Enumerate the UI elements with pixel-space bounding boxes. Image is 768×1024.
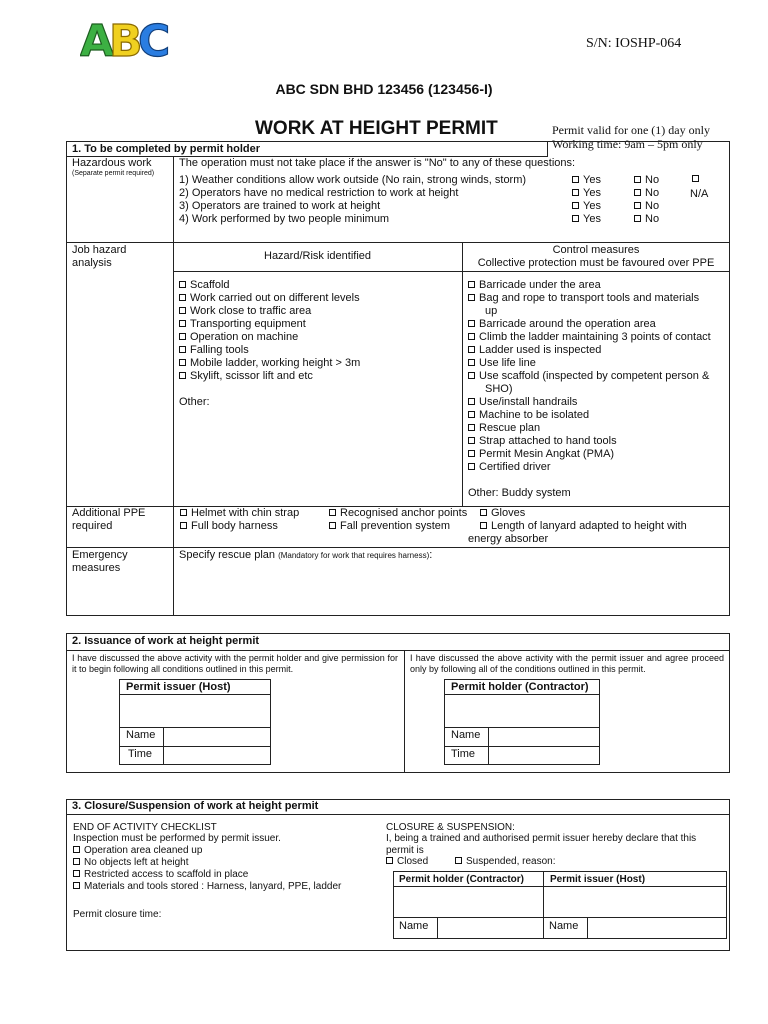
ppe-label: Additional PPE required — [72, 507, 146, 532]
control-list — [468, 279, 711, 500]
checkbox[interactable] — [572, 202, 579, 209]
svg-text:B: B — [109, 16, 143, 60]
hazardous-work-label: Hazardous work — [72, 157, 152, 169]
question-1: 1) Weather conditions allow work outside (No rain, strong winds, storm) — [179, 174, 527, 186]
checkbox[interactable] — [73, 870, 80, 877]
checkbox[interactable] — [180, 522, 187, 529]
control-item[interactable]: Strap attached to hand tools — [468, 435, 711, 448]
checkbox[interactable] — [179, 359, 186, 366]
question-2: 2) Operators have no medical restriction to work at height — [179, 187, 459, 199]
eoa-intro: Inspection must be performed by permit issuer. — [73, 833, 281, 844]
yes-option[interactable]: Yes — [572, 187, 601, 200]
control-item[interactable]: Machine to be isolated — [468, 409, 711, 422]
checkbox[interactable] — [468, 411, 475, 418]
yes-column — [572, 174, 601, 226]
control-item[interactable]: Certified driver — [468, 461, 711, 474]
hazard-other-label: Other: — [179, 396, 210, 408]
control-item[interactable]: Bag and rope to transport tools and materials — [468, 292, 711, 305]
closure-holder-title: Permit holder (Contractor) — [399, 874, 525, 885]
checkbox[interactable] — [386, 857, 393, 864]
yes-option[interactable]: Yes — [572, 200, 601, 213]
checkbox[interactable] — [179, 320, 186, 327]
ppe-gloves[interactable]: Gloves — [480, 507, 525, 520]
closed-option[interactable]: Closed — [386, 856, 428, 868]
hazard-item[interactable]: Falling tools — [179, 344, 360, 357]
svg-text:A: A — [80, 16, 115, 60]
no-option[interactable]: No — [634, 200, 659, 213]
closure-issuer-name-field[interactable] — [589, 919, 725, 937]
checkbox[interactable] — [73, 882, 80, 889]
closure-time-label: Permit closure time: — [73, 909, 162, 920]
closure-declaration: I, being a trained and authorised permit issuer hereby declare that this permit is — [386, 833, 697, 856]
hazardous-work-note: (Separate permit required) — [72, 170, 155, 177]
control-item[interactable]: Barricade around the operation area — [468, 318, 711, 331]
control-item[interactable]: Barricade under the area — [468, 279, 711, 292]
closure-issuer-name-label: Name — [549, 920, 579, 932]
emergency-label: Emergency measures — [72, 549, 128, 574]
closure-suspension-title: CLOSURE & SUSPENSION: — [386, 822, 515, 833]
na-label: N/A — [690, 188, 709, 200]
holder-statement: I have discussed the above activity with the permit issuer and agree proceed only by following all of the conditions outlined in this permit. — [410, 653, 724, 674]
holder-name-field[interactable] — [490, 729, 598, 745]
control-item[interactable]: Permit Mesin Angkat (PMA) — [468, 448, 711, 461]
no-option[interactable]: No — [634, 174, 659, 187]
checkbox[interactable] — [73, 858, 80, 865]
checkbox[interactable] — [468, 424, 475, 431]
checkbox[interactable] — [480, 509, 487, 516]
ppe-fall-prevention[interactable]: Fall prevention system — [329, 520, 450, 533]
checkbox[interactable] — [179, 333, 186, 340]
checkbox[interactable] — [572, 215, 579, 222]
section-3-header: 3. Closure/Suspension of work at height permit — [72, 800, 319, 812]
holder-time-field[interactable] — [490, 748, 598, 764]
yes-option[interactable]: Yes — [572, 174, 601, 187]
checkbox[interactable] — [468, 333, 475, 340]
checkbox[interactable] — [179, 372, 186, 379]
hazard-item[interactable]: Work carried out on different levels — [179, 292, 360, 305]
hazard-list — [179, 279, 360, 409]
issuer-time-label: Time — [128, 748, 153, 760]
issuer-signature-field[interactable] — [121, 696, 269, 725]
page-title: WORK AT HEIGHT PERMIT — [255, 118, 498, 139]
checkbox[interactable] — [634, 202, 641, 209]
checkbox[interactable] — [468, 372, 475, 379]
eoa-checklist — [73, 833, 341, 893]
issuer-statement: I have discussed the above activity with the permit holder and give permission for it to begin following all conditions outlined in this permit. — [72, 653, 398, 674]
na-checkbox[interactable] — [692, 175, 699, 182]
checkbox[interactable] — [468, 346, 475, 353]
hazard-item[interactable]: Transporting equipment — [179, 318, 360, 331]
checkbox[interactable] — [634, 176, 641, 183]
ppe-harness[interactable]: Full body harness — [180, 520, 278, 533]
question-4: 4) Work performed by two people minimum — [179, 213, 390, 225]
no-option[interactable]: No — [634, 187, 659, 200]
validity-note: Permit valid for one (1) day only Working time: 9am – 5pm only — [552, 123, 710, 151]
serial-number: S/N: IOSHP-064 — [586, 36, 682, 51]
control-item[interactable]: Climb the ladder maintaining 3 points of contact — [468, 331, 711, 344]
checkbox[interactable] — [468, 463, 475, 470]
ppe-anchor-points[interactable]: Recognised anchor points — [329, 507, 467, 520]
hazard-column-header: Hazard/Risk identified — [264, 250, 371, 262]
eoa-title: END OF ACTIVITY CHECKLIST — [73, 822, 217, 833]
holder-time-label: Time — [451, 748, 476, 760]
control-item-continued: SHO) — [485, 383, 513, 395]
control-item[interactable]: Ladder used is inspected — [468, 344, 711, 357]
suspended-option[interactable]: Suspended, reason: — [455, 856, 556, 868]
checkbox[interactable] — [634, 189, 641, 196]
logo-text — [80, 14, 82, 15]
checkbox[interactable] — [73, 846, 80, 853]
question-list — [179, 174, 526, 226]
checkbox[interactable] — [179, 294, 186, 301]
yes-option[interactable]: Yes — [572, 213, 601, 226]
checkbox[interactable] — [572, 189, 579, 196]
checkbox[interactable] — [468, 294, 475, 301]
checkbox[interactable] — [572, 176, 579, 183]
issuer-time-field[interactable] — [165, 748, 269, 764]
control-column-header: Control measures Collective protection must be favoured over PPE — [477, 244, 715, 269]
section-2-header: 2. Issuance of work at height permit — [72, 635, 260, 647]
eoa-item[interactable]: No objects left at height — [73, 857, 341, 869]
eoa-item[interactable]: Materials and tools stored : Harness, lanyard, PPE, ladder — [73, 881, 341, 893]
control-item-continued: up — [485, 305, 498, 317]
control-item[interactable]: Use life line — [468, 357, 711, 370]
checkbox[interactable] — [468, 437, 475, 444]
closure-holder-name-label: Name — [399, 920, 429, 932]
rescue-plan-field[interactable] — [176, 563, 726, 613]
control-item[interactable]: Rescue plan — [468, 422, 711, 435]
checkbox[interactable] — [179, 307, 186, 314]
question-3: 3) Operators are trained to work at height — [179, 200, 381, 212]
checkbox[interactable] — [468, 320, 475, 327]
checkbox[interactable] — [179, 281, 186, 288]
closure-issuer-title: Permit issuer (Host) — [550, 874, 646, 885]
hazard-item[interactable]: Mobile ladder, working height > 3m — [179, 357, 360, 370]
eoa-item[interactable]: Restricted access to scaffold in place — [73, 869, 341, 881]
holder-name-label: Name — [451, 729, 481, 741]
closure-holder-name-field[interactable] — [439, 919, 541, 937]
abc-logo — [80, 14, 172, 60]
holder-signature-field[interactable] — [446, 696, 598, 725]
ppe-helmet[interactable]: Helmet with chin strap — [180, 507, 299, 520]
hazard-item[interactable]: Work close to traffic area — [179, 305, 360, 318]
issuer-title: Permit issuer (Host) — [126, 681, 231, 693]
issuer-name-label: Name — [126, 729, 156, 741]
rescue-plan-label: Specify rescue plan (Mandatory for work that requires harness): — [179, 549, 433, 561]
jha-label: Job hazard analysis — [72, 244, 127, 269]
hazard-item[interactable]: Skylift, scissor lift and etc — [179, 370, 360, 383]
section-1-header: 1. To be completed by permit holder — [72, 143, 261, 155]
checkbox[interactable] — [179, 346, 186, 353]
closure-holder-signature-field[interactable] — [395, 888, 541, 916]
ppe-lanyard-continued: energy absorber — [468, 533, 549, 545]
no-column — [634, 174, 659, 226]
checkbox[interactable] — [468, 450, 475, 457]
holder-title: Permit holder (Contractor) — [451, 681, 589, 693]
checkbox[interactable] — [468, 398, 475, 405]
instruction-text: The operation must not take place if the answer is "No" to any of these questions: — [179, 157, 576, 169]
control-item[interactable]: Use/install handrails — [468, 396, 711, 409]
checkbox[interactable] — [329, 522, 336, 529]
checkbox[interactable] — [480, 522, 487, 529]
checkbox[interactable] — [634, 215, 641, 222]
svg-text:C: C — [138, 16, 171, 60]
issuer-name-field[interactable] — [165, 729, 269, 745]
checkbox[interactable] — [455, 857, 462, 864]
no-option[interactable]: No — [634, 213, 659, 226]
company-name: ABC SDN BHD 123456 (123456-I) — [275, 81, 493, 97]
checkbox[interactable] — [329, 509, 336, 516]
control-other: Other: Buddy system — [468, 487, 571, 499]
closure-issuer-signature-field[interactable] — [545, 888, 725, 916]
checkbox[interactable] — [180, 509, 187, 516]
hazard-item[interactable]: Operation on machine — [179, 331, 360, 344]
ppe-lanyard[interactable]: Length of lanyard adapted to height with — [480, 520, 687, 533]
hazard-item[interactable]: Scaffold — [179, 279, 360, 292]
eoa-item[interactable]: Operation area cleaned up — [73, 845, 341, 857]
checkbox[interactable] — [468, 359, 475, 366]
control-item[interactable]: Use scaffold (inspected by competent person & — [468, 370, 711, 383]
checkbox[interactable] — [468, 281, 475, 288]
